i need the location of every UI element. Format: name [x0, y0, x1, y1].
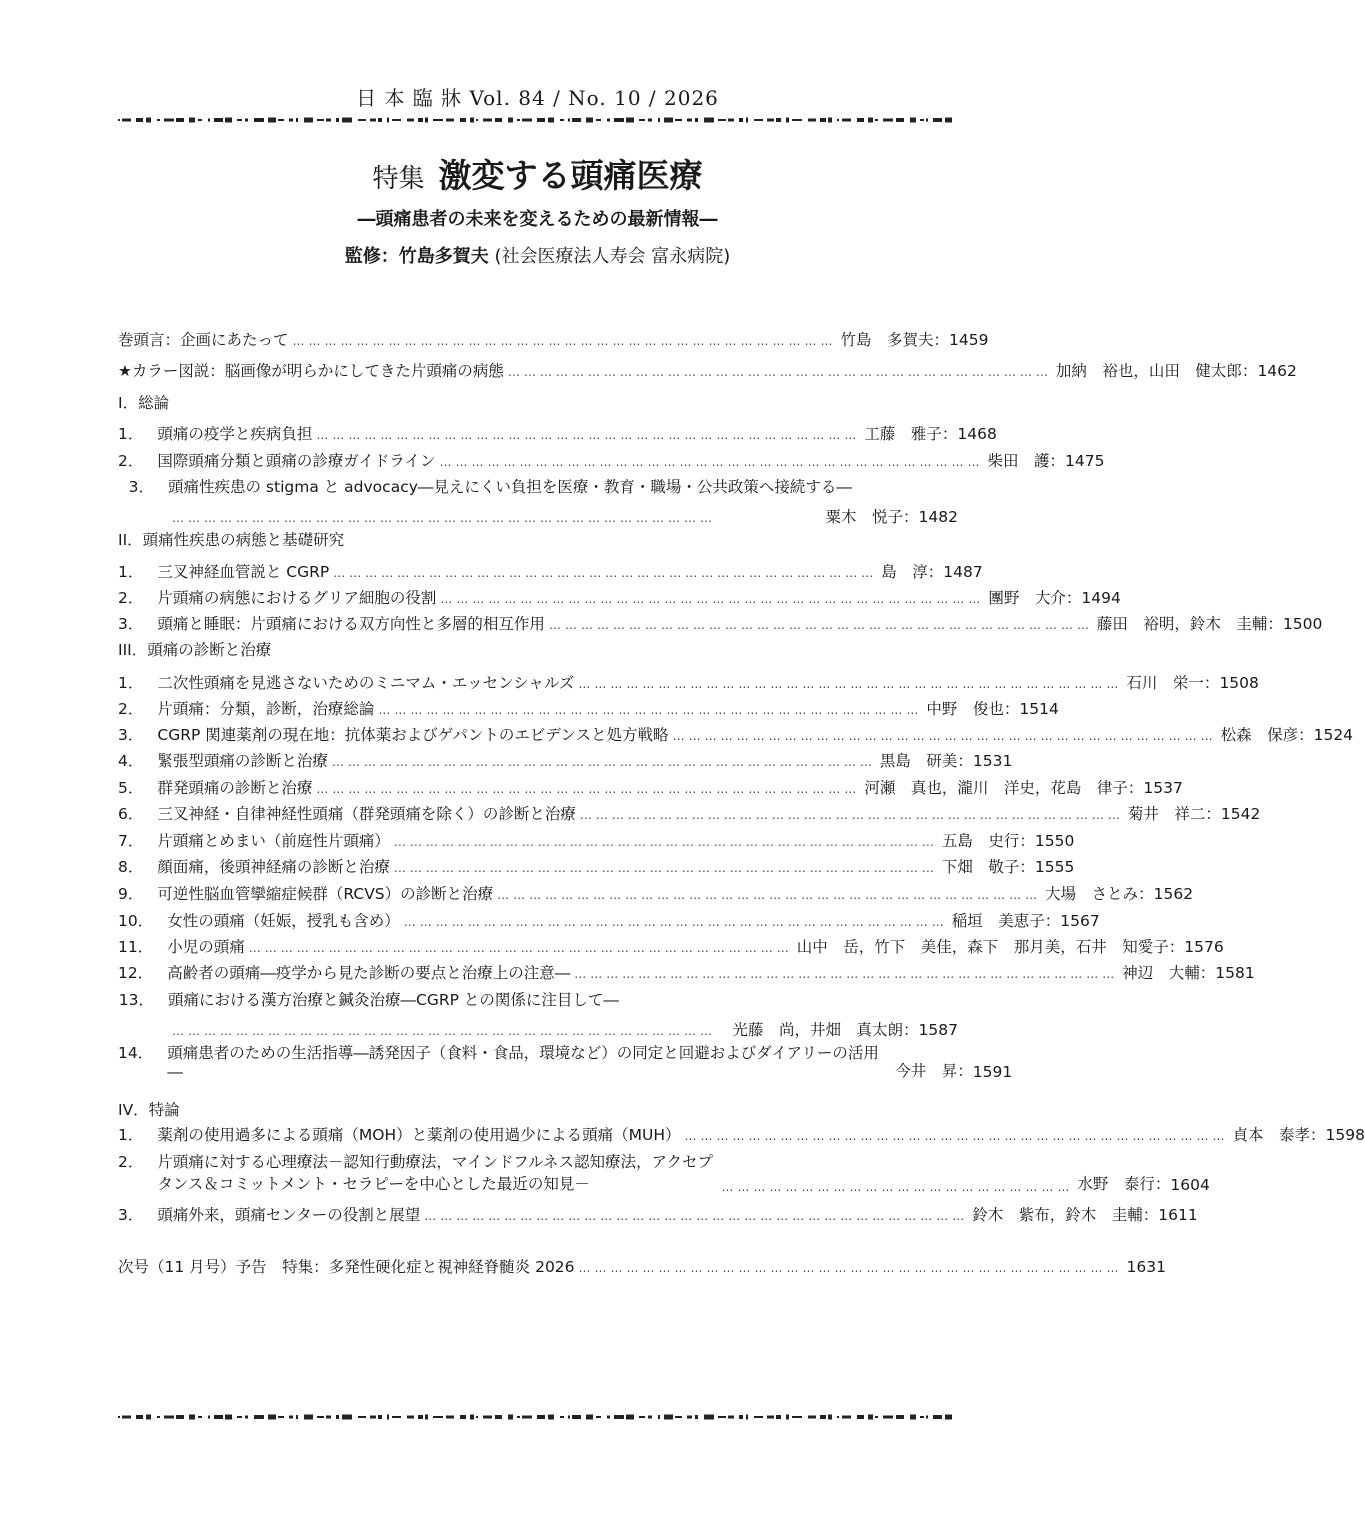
- entry-page: 1482: [918, 508, 958, 526]
- toc-entry[interactable]: 4． 緊張型頭痛の診断と治療 ………………………………………………………………………………………… 黒島 研美 ： 1531: [118, 749, 958, 775]
- entry-number: 2．: [118, 700, 144, 718]
- entry-page: 1581: [1215, 964, 1255, 982]
- entry-title: 頭痛における漢方治療と鍼灸治療―CGRP との関係に注目して―: [168, 991, 619, 1009]
- entry-page: 1631: [1126, 1258, 1166, 1276]
- entry-page: 1587: [918, 1021, 958, 1039]
- leader-dots: …………………………………………………………………………………………: [172, 1024, 716, 1038]
- entry-page: 1591: [972, 1063, 1013, 1081]
- entry-page: 1475: [1064, 452, 1105, 470]
- entry-page: 1494: [1081, 589, 1121, 607]
- entry-title: CGRP 関連薬剤の現在地：抗体薬およびゲパントのエビデンスと処方戦略: [157, 726, 669, 744]
- entry-number: 14．: [118, 1044, 154, 1062]
- toc-entry[interactable]: 2． 片頭痛：分類，診断，治療総論 ………………………………………………………………………………………… 中野 俊也 ： 1514: [118, 697, 958, 723]
- entry-title: 顔面痛，後頭神経痛の診断と治療: [157, 858, 390, 876]
- entry-title: 群発頭痛の診断と治療: [157, 779, 313, 797]
- entry-title: 三叉神経血管説と CGRP: [157, 563, 330, 581]
- entry-page: 1524: [1313, 726, 1354, 744]
- entry-page: 1514: [1019, 700, 1059, 718]
- entry-number: 2．: [118, 452, 144, 470]
- toc-entry[interactable]: 3． CGRP 関連薬剤の現在地：抗体薬およびゲパントのエビデンスと処方戦略 ………………………………………………………………………………………… 松森 保彦 ： 1524: [118, 723, 958, 749]
- toc-entry[interactable]: 2． 片頭痛に対する心理療法－認知行動療法，マインドフルネス認知療法，アクセプタンス＆コミットメント・セラピーを中心とした最近の知見－ ………………………………………………………… 水野 泰行 ： 1604: [118, 1150, 958, 1200]
- entry-title: 高齢者の頭痛―疫学から見た診断の要点と治療上の注意―: [167, 964, 571, 982]
- entry-number: 1．: [118, 674, 144, 692]
- toc-entry[interactable]: 3． 頭痛性疾患の stigma と advocacy―見えにくい負担を医療・教育・職場・公共政策へ接続する― ………………………………………………………………………………………… 粟木 悦子 ： 1482: [118, 475, 958, 525]
- leader-dots: …………………………………………………………………………………………: [684, 1129, 1229, 1143]
- toc-entry[interactable]: 10． 女性の頭痛（妊娠，授乳も含め） ………………………………………………………………………………………… 稲垣 美恵子 ： 1567: [118, 909, 958, 935]
- leader-dots: …………………………………………………………………………………………: [439, 455, 984, 469]
- entry-title: 巻頭言：企画にあたって: [118, 331, 289, 349]
- entry-title: 頭痛の疫学と疾病負担: [157, 425, 313, 443]
- entry-title: 三叉神経・自律神経性頭痛（群発頭痛を除く）の診断と治療: [157, 805, 576, 823]
- toc-entry[interactable]: 9． 可逆性脳血管攣縮症候群（RCVS）の診断と治療 ………………………………………………………………………………………… 大場 さとみ ： 1562: [118, 882, 958, 908]
- entry-number: 12．: [118, 964, 154, 982]
- entry-title: 可逆性脳血管攣縮症候群（RCVS）の診断と治療: [157, 885, 494, 903]
- entry-author: 工藤 雅子: [864, 425, 942, 443]
- entry-title: 女性の頭痛（妊娠，授乳も含め）: [167, 912, 400, 930]
- toc-entry[interactable]: 2． 片頭痛の病態におけるグリア細胞の役割 ………………………………………………………………………………………… 團野 大介 ： 1494: [118, 586, 958, 612]
- entry-number: 5．: [118, 779, 144, 797]
- next-issue-notice[interactable]: [118, 1255, 1166, 1281]
- toc-entry[interactable]: 7． 片頭痛とめまい（前庭性片頭痛） ………………………………………………………………………………………… 五島 史行 ： 1550: [118, 829, 958, 855]
- leader-dots: …………………………………………………………………………………………: [316, 782, 861, 796]
- entry-author: 下畑 敬子: [941, 858, 1020, 876]
- entry-number: 3．: [128, 478, 154, 496]
- entry-author: 今井 昇: [895, 1062, 958, 1080]
- entry-number: 10．: [118, 912, 154, 930]
- entry-number: 11．: [118, 938, 154, 956]
- entry-title: 頭痛患者のための生活指導―誘発因子（食料・食品，環境など）の同定と回避およびダイアリーの活用―: [167, 1044, 879, 1081]
- entry-title: ★カラー図説：脳画像が明らかにしてきた片頭痛の病態: [118, 362, 504, 380]
- leader-dots: …………………………………………………………………………………………: [378, 703, 923, 717]
- leader-dots: …………………………………………………………………………………………: [497, 888, 1042, 902]
- leader-dots: …………………………………………………………………………………………: [548, 618, 1093, 632]
- leader-dots: …………………………………………………………………………………………: [292, 334, 837, 348]
- leader-dots: …………………………………………………………………………………………: [578, 677, 1123, 691]
- entry-page: 1542: [1220, 805, 1261, 823]
- leader-dots: …………………………………………………………………………………………: [331, 755, 876, 769]
- entry-number: 2．: [118, 589, 144, 607]
- leader-dots: …………………………………………………………………………………………: [393, 835, 938, 849]
- entry-page: 1555: [1034, 858, 1075, 876]
- entry-author: 水野 泰行: [1077, 1175, 1155, 1193]
- journal-header: 日 本 臨 牀 Vol. 84 / No. 10 / 2026: [356, 86, 719, 110]
- entry-author: 粟木 悦子: [825, 508, 904, 526]
- entry-number: 3．: [118, 615, 144, 633]
- leader-dots: …………………………………………………………………………………………: [172, 511, 716, 525]
- entry-title: 片頭痛に対する心理療法－認知行動療法，マインドフルネス認知療法，アクセプタンス＆コミットメント・セラピーを中心とした最近の知見－: [157, 1153, 714, 1193]
- entry-page: 1468: [957, 425, 997, 443]
- entry-author: 稲垣 美恵子: [951, 912, 1045, 930]
- entry-author: 山中 岳，竹下 美佳，森下 那月美，石井 知愛子: [796, 938, 1169, 956]
- entry-page: 1598: [1325, 1126, 1365, 1144]
- entry-number: 2．: [118, 1153, 144, 1171]
- entry-number: 8．: [118, 858, 144, 876]
- entry-title: 薬剤の使用過多による頭痛（MOH）と薬剤の使用過少による頭痛（MUH）: [157, 1126, 681, 1144]
- entry-title: 二次性頭痛を見逃さないためのミニマム・エッセンシャルズ: [157, 674, 575, 692]
- entry-page: 1604: [1170, 1176, 1210, 1194]
- toc-entry[interactable]: 8． 顔面痛，後頭神経痛の診断と治療 ………………………………………………………………………………………… 下畑 敬子 ： 1555: [118, 855, 958, 881]
- entry-page: 1537: [1143, 779, 1183, 797]
- entry-number: 1．: [118, 563, 144, 581]
- entry-author: 藤田 裕明，鈴木 圭輔: [1096, 615, 1268, 633]
- leader-dots: …………………………………………………………………………………………: [424, 1209, 969, 1223]
- section-heading-2: II．頭痛性疾患の病態と基礎研究: [118, 531, 345, 549]
- toc-entry[interactable]: 1． 三叉神経血管説と CGRP ………………………………………………………………………………………… 島 淳 ： 1487: [118, 560, 958, 586]
- entry-author: 加納 裕也，山田 健太郎: [1055, 362, 1242, 380]
- toc-entry[interactable]: 5． 群発頭痛の診断と治療 ………………………………………………………………………………………… 河瀬 真也，瀧川 洋史，花島 律子 ： 1537: [118, 776, 958, 802]
- supervisor: [0, 242, 1075, 268]
- toc-entry[interactable]: 13． 頭痛における漢方治療と鍼灸治療―CGRP との関係に注目して― ………………………………………………………………………………………… 光藤 尚，井畑 真太朗 ： 1587: [118, 988, 958, 1038]
- toc-entry[interactable]: 12． 高齢者の頭痛―疫学から見た診断の要点と治療上の注意― ………………………………………………………………………………………… 神辺 大輔 ： 1581: [118, 961, 958, 987]
- leader-dots: …………………………………………………………………………………………: [393, 861, 938, 875]
- entry-page: 1531: [972, 752, 1013, 770]
- entry-page: 1550: [1034, 832, 1075, 850]
- supervisor-affiliation: (社会医療法人寿会 富永病院): [494, 246, 731, 267]
- entry-page: 1500: [1282, 615, 1323, 633]
- entry-author: 五島 史行: [941, 832, 1020, 850]
- toc-entry[interactable]: 1． 薬剤の使用過多による頭痛（MOH）と薬剤の使用過少による頭痛（MUH） ………………………………………………………………………………………… 貞本 泰孝 ： 1598: [118, 1123, 958, 1149]
- toc-entry[interactable]: 3． 頭痛外来，頭痛センターの役割と展望 ………………………………………………………………………………………… 鈴木 紫布，鈴木 圭輔 ： 1611: [118, 1203, 958, 1229]
- leader-dots: …………………………………………………………………………………………: [333, 566, 878, 580]
- entry-page: 1611: [1158, 1206, 1198, 1224]
- leader-dots: …………………………………………………………………………………………: [579, 808, 1124, 822]
- entry-author: 松森 保彦: [1220, 726, 1299, 744]
- bottom-divider: [118, 1413, 958, 1421]
- entry-page: 1462: [1257, 362, 1297, 380]
- entry-author: 大場 さとみ: [1045, 885, 1139, 903]
- toc-entry[interactable]: 11． 小児の頭痛 ………………………………………………………………………………………… 山中 岳，竹下 美佳，森下 那月美，石井 知愛子 ： 1576: [118, 935, 958, 961]
- entry-author: 河瀬 真也，瀧川 洋史，花島 律子: [864, 779, 1128, 797]
- entry-number: 3．: [118, 1206, 144, 1224]
- feature-subtitle: ―頭痛患者の未来を変えるための最新情報―: [357, 209, 718, 230]
- entry-author: 團野 大介: [988, 589, 1066, 607]
- section-heading-3: III．頭痛の診断と治療: [118, 641, 272, 659]
- leader-dots: …………………………………………………………………………………………: [507, 365, 1052, 379]
- entry-page: 1487: [943, 563, 983, 581]
- entry-title: 小児の頭痛: [167, 938, 245, 956]
- toc-entry[interactable]: 1． 二次性頭痛を見逃さないためのミニマム・エッセンシャルズ ………………………………………………………………………………………… 石川 栄一 ： 1508: [118, 671, 958, 697]
- entry-page: 1562: [1153, 885, 1194, 903]
- entry-author: 光藤 尚，井畑 真太朗: [732, 1021, 904, 1039]
- entry-author: 石川 栄一: [1126, 674, 1204, 692]
- entry-author: 黒島 研美: [879, 752, 958, 770]
- toc-entry[interactable]: 2． 国際頭痛分類と頭痛の診療ガイドライン ………………………………………………………………………………………… 柴田 護 ： 1475: [118, 449, 958, 475]
- entry-author: 竹島 多賀夫: [840, 331, 934, 349]
- entry-title: 国際頭痛分類と頭痛の診療ガイドライン: [157, 452, 436, 470]
- entry-author: 神辺 大輔: [1122, 964, 1200, 982]
- feature-title: 激変する頭痛医療: [438, 156, 703, 195]
- leader-dots: …………………………………………………………………………………………: [440, 592, 985, 606]
- toc-entry[interactable]: 3． 頭痛と睡眠：片頭痛における双方向性と多層的相互作用 ………………………………………………………………………………………… 藤田 裕明，鈴木 圭輔 ： 1500: [118, 612, 958, 638]
- entry-author: 中野 俊也: [926, 700, 1004, 718]
- section-heading-4: IV．特論: [118, 1101, 180, 1119]
- toc-entry[interactable]: 6． 三叉神経・自律神経性頭痛（群発頭痛を除く）の診断と治療 ………………………………………………………………………………………… 菊井 祥二 ： 1542: [118, 802, 958, 828]
- leader-dots: …………………………………………………………………………………………: [574, 967, 1119, 981]
- entry-number: 1．: [118, 425, 144, 443]
- entry-title: 頭痛外来，頭痛センターの役割と展望: [157, 1206, 421, 1224]
- entry-number: 4．: [118, 752, 144, 770]
- entry-number: 9．: [118, 885, 144, 903]
- toc-entry-color[interactable]: ★カラー図説：脳画像が明らかにしてきた片頭痛の病態 ………………………………………………………………………………………… 加納 裕也，山田 健太郎 ： 1462: [118, 359, 958, 385]
- entry-number: 3．: [118, 726, 144, 744]
- entry-title: 次号（11 月号）予告 特集：多発性硬化症と視神経脊髄炎 2026: [118, 1258, 575, 1276]
- entry-title: 片頭痛：分類，診断，治療総論: [157, 700, 375, 718]
- entry-title: 片頭痛とめまい（前庭性片頭痛）: [157, 832, 390, 850]
- feature-heading: [0, 150, 1075, 197]
- entry-number: 6．: [118, 805, 144, 823]
- entry-title: 頭痛と睡眠：片頭痛における双方向性と多層的相互作用: [157, 615, 545, 633]
- entry-title: 緊張型頭痛の診断と治療: [157, 752, 328, 770]
- entry-number: 7．: [118, 832, 144, 850]
- entry-page: 1576: [1184, 938, 1224, 956]
- supervisor-name: 監修：竹島多賀夫: [344, 246, 489, 267]
- leader-dots: …………………………………………………………………………………………: [316, 428, 861, 442]
- entry-author: 鈴木 紫布，鈴木 圭輔: [972, 1206, 1143, 1224]
- entry-page: 1459: [949, 331, 989, 349]
- entry-author: 菊井 祥二: [1127, 805, 1206, 823]
- top-divider: [118, 116, 958, 124]
- leader-dots: …………………………………………………………: [721, 1180, 1074, 1194]
- leader-dots: …………………………………………………………………………………………: [248, 941, 793, 955]
- entry-page: 1508: [1219, 674, 1259, 692]
- feature-label: 特集: [372, 164, 425, 194]
- entry-page: 1567: [1060, 912, 1100, 930]
- toc-entry-preface[interactable]: 巻頭言：企画にあたって ………………………………………………………………………………………… 竹島 多賀夫 ： 1459: [118, 328, 958, 354]
- entry-number: 13．: [118, 991, 154, 1009]
- entry-number: 1．: [118, 1126, 144, 1144]
- entry-title: 頭痛性疾患の stigma と advocacy―見えにくい負担を医療・教育・職場・公共政策へ接続する―: [168, 478, 852, 496]
- entry-title: 片頭痛の病態におけるグリア細胞の役割: [157, 589, 437, 607]
- leader-dots: …………………………………………………………………………………………: [672, 729, 1217, 743]
- section-heading-1: Ⅰ．総論: [118, 394, 170, 412]
- entry-author: 柴田 護: [987, 452, 1050, 470]
- entry-author: 島 淳: [881, 563, 928, 581]
- leader-dots: …………………………………………………………………………………………: [578, 1261, 1123, 1275]
- toc-entry[interactable]: 1． 頭痛の疫学と疾病負担 ………………………………………………………………………………………… 工藤 雅子 ： 1468: [118, 422, 958, 448]
- entry-author: 貞本 泰孝: [1232, 1126, 1310, 1144]
- leader-dots: …………………………………………………………………………………………: [403, 915, 948, 929]
- toc-entry[interactable]: 14． 頭痛患者のための生活指導―誘発因子（食料・食品，環境など）の同定と回避およびダイアリーの活用― 今井 昇 ： 1591: [118, 1041, 958, 1091]
